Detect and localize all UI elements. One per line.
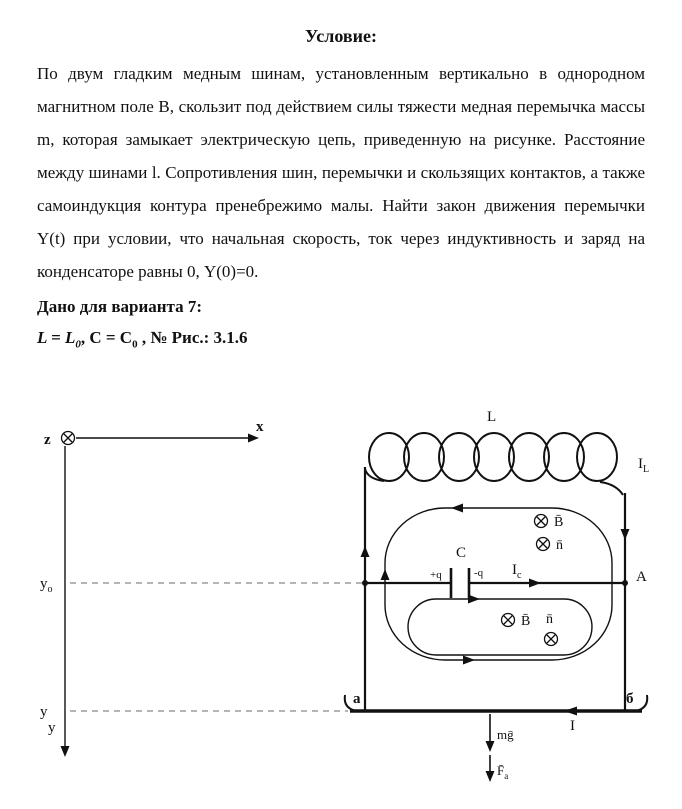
normal-into-page-icon	[537, 538, 550, 551]
problem-statement	[0, 0, 682, 359]
right-contact-hook	[636, 695, 647, 711]
outer-loop-bottom-arrow	[463, 656, 475, 665]
figure-reference: , № Рис.: 3.1.6	[137, 328, 248, 347]
right-rail-current-arrow	[621, 529, 630, 540]
coil-right-stub	[600, 482, 623, 495]
right-contact-label: б	[626, 691, 634, 707]
b-field-into-page-icon	[535, 515, 548, 528]
given-heading: Дано для варианта 7:	[37, 297, 203, 316]
b-field-label-2: B̄	[521, 614, 531, 629]
left-junction-dot	[362, 580, 368, 586]
capacitor-label: C	[456, 545, 467, 561]
circuit-figure	[0, 405, 682, 809]
right-junction-dot	[622, 580, 628, 586]
formula-capacitance	[80, 328, 138, 351]
left-rail-current-arrow	[361, 546, 370, 557]
inductor-label: L	[487, 409, 497, 425]
bar-current-label: I	[570, 718, 575, 734]
node-a-label: A	[636, 569, 647, 585]
capacitor-current-label: $I_c$	[512, 562, 522, 581]
inductor-current-label: $I_L$	[638, 456, 650, 475]
formula-inductance-sub: 0	[75, 338, 81, 351]
y0-label: $y_o$	[40, 576, 53, 595]
b-field-into-page-icon-2	[502, 614, 515, 627]
formula-inductance	[37, 328, 81, 351]
left-contact-label: а	[353, 691, 361, 707]
y-axis-arrowhead	[61, 746, 70, 757]
x-axis-label: x	[256, 419, 264, 435]
formula-capacitance-text: , C = C	[80, 328, 133, 347]
inner-loop-top-arrow	[468, 595, 480, 604]
ampere-force-arrowhead	[486, 771, 495, 782]
normal-label: n̄	[556, 538, 563, 553]
section-title: Условие:	[305, 26, 377, 46]
y-axis-label: y	[48, 720, 56, 736]
outer-loop-top-arrow	[451, 504, 463, 513]
bar-current-arrow	[564, 707, 577, 716]
plus-charge-label: +q	[430, 569, 442, 581]
outer-loop-left-arrow	[381, 569, 390, 580]
formula-capacitance-sub: 0	[132, 338, 138, 351]
given-formula	[37, 323, 645, 359]
minus-charge-label: -q	[474, 567, 484, 579]
inner-current-loop	[408, 599, 592, 655]
capacitor-current-arrow	[529, 579, 541, 588]
formula-inductance-text: L = L	[37, 328, 76, 347]
normal-into-page-icon-2	[545, 633, 558, 646]
normal-label-2: n̄	[546, 612, 553, 627]
inductor-coil	[369, 433, 617, 481]
b-field-label: B̄	[554, 515, 564, 530]
gravity-label: mḡ	[497, 727, 514, 742]
problem-text: По двум гладким медным шинам, установленным вертикально в однородном магнитном поле B, скользит под действием силы тяжести медная перемычка массы m, которая замыкает электрическую цепь, приведенную на рисунке. Расстояние между шинами l. Сопротивления шин, перемычки и скользящих контактов, а также самоиндукция контура пренебрежимо малы. Найти закон движения перемычки Y(t) при условии, что начальная скорость, ток через индуктивность и заряд на конденсаторе равны 0, Y(0)=0.	[37, 64, 645, 281]
ampere-force-label: $F̄_a$	[497, 763, 509, 781]
y-line-label: y	[40, 704, 48, 720]
z-into-page-icon	[62, 432, 75, 445]
z-axis-label: z	[44, 432, 51, 448]
gravity-arrowhead	[486, 741, 495, 752]
